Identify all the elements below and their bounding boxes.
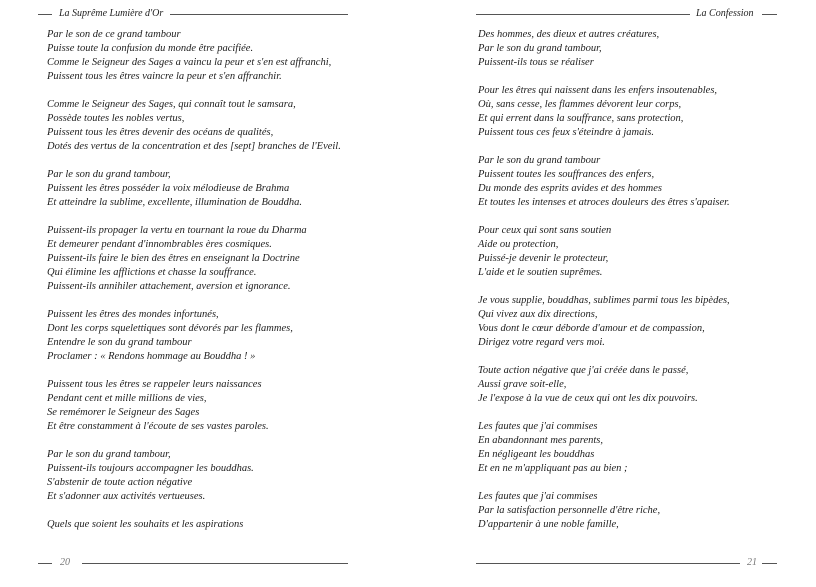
verse-line: Puissent tous ces feux s'éteindre à jamais. — [478, 127, 654, 138]
stanza — [478, 420, 808, 476]
stanza — [47, 308, 387, 364]
verse-line: S'abstenir de toute action négative — [47, 477, 193, 488]
stanza — [478, 28, 808, 70]
verse-line: Par le son du grand tambour, — [47, 449, 171, 460]
verse-line: Par le son du grand tambour, — [47, 169, 171, 180]
header-rule — [170, 14, 348, 15]
page-footer — [0, 557, 408, 569]
verse-line: Puissent-ils toujours accompagner les bouddhas. — [47, 463, 254, 474]
chapter-title: La Confession — [696, 8, 754, 19]
verse-line: Et demeurer pendant d'innombrables ères cosmiques. — [47, 239, 272, 250]
verse-line: Des hommes, des dieux et autres créatures, — [478, 29, 660, 40]
verse-line: Puisse toute la confusion du monde être pacifiée. — [47, 43, 254, 54]
running-header — [408, 8, 816, 20]
verse-text — [47, 28, 387, 546]
header-rule — [762, 14, 777, 15]
verse-line: Les fautes que j'ai commises — [478, 491, 598, 502]
verse-line: Et atteindre la sublime, excellente, illumination de Bouddha. — [47, 197, 303, 208]
verse-line: Possède toutes les nobles vertus, — [47, 113, 185, 124]
verse-line: Par la satisfaction personnelle d'être riche, — [478, 505, 661, 516]
header-rule — [476, 14, 690, 15]
stanza — [47, 378, 387, 434]
verse-line: Qui élimine les afflictions et chasse la souffrance. — [47, 267, 257, 278]
book-title: La Suprême Lumière d'Or — [59, 8, 164, 19]
page-number: 21 — [747, 557, 757, 568]
verse-line: Qui vivez aux dix directions, — [478, 309, 598, 320]
stanza — [478, 84, 808, 140]
verse-line: Toute action négative que j'ai créée dans le passé, — [478, 365, 689, 376]
footer-rule — [82, 563, 348, 564]
verse-line: Puissent tous les êtres vaincre la peur et s'en affranchir. — [47, 71, 282, 82]
footer-rule — [38, 563, 52, 564]
verse-line: Et en ne m'appliquant pas au bien ; — [478, 463, 628, 474]
verse-line: Puissent-ils tous se réaliser — [478, 57, 594, 68]
stanza — [478, 294, 808, 350]
verse-line: Dotés des vertus de la concentration et des [sept] branches de l'Eveil. — [47, 141, 341, 152]
verse-line: Dirigez votre regard vers moi. — [478, 337, 605, 348]
verse-line: Quels que soient les souhaits et les aspirations — [47, 519, 244, 530]
verse-line: Puissent les êtres posséder la voix mélodieuse de Brahma — [47, 183, 290, 194]
verse-line: Je l'expose à la vue de ceux qui ont les dix pouvoirs. — [478, 393, 698, 404]
verse-line: Entendre le son du grand tambour — [47, 337, 192, 348]
verse-line: Et toutes les intenses et atroces douleurs des êtres s'apaiser. — [478, 197, 730, 208]
verse-line: Où, sans cesse, les flammes dévorent leur corps, — [478, 99, 682, 110]
verse-line: Les fautes que j'ai commises — [478, 421, 598, 432]
verse-line: Comme le Seigneur des Sages, qui connaît tout le samsara, — [47, 99, 296, 110]
verse-line: Et s'adonner aux activités vertueuses. — [47, 491, 206, 502]
verse-line: D'appartenir à une noble famille, — [478, 519, 619, 530]
verse-line: Et être constamment à l'écoute de ses vastes paroles. — [47, 421, 269, 432]
verse-line: Du monde des esprits avides et des hommes — [478, 183, 663, 194]
verse-line: Puissent-ils annihiler attachement, aversion et ignorance. — [47, 281, 291, 292]
stanza — [47, 448, 387, 504]
stanza — [47, 98, 387, 154]
verse-line: Comme le Seigneur des Sages a vaincu la peur et s'en est affranchi, — [47, 57, 332, 68]
verse-line: Puissent-ils propager la vertu en tournant la roue du Dharma — [47, 225, 307, 236]
page-footer — [408, 557, 816, 569]
right-page — [408, 0, 816, 587]
verse-line: Je vous supplie, bouddhas, sublimes parmi tous les bipèdes, — [478, 295, 730, 306]
stanza — [478, 490, 808, 532]
verse-line: Puissent tous les êtres devenir des océans de qualités, — [47, 127, 274, 138]
verse-line: Pour les êtres qui naissent dans les enfers insoutenables, — [478, 85, 718, 96]
verse-line: Se remémorer le Seigneur des Sages — [47, 407, 200, 418]
stanza — [478, 154, 808, 210]
footer-rule — [762, 563, 777, 564]
stanza — [478, 224, 808, 280]
footer-rule — [476, 563, 740, 564]
running-header — [0, 8, 408, 20]
verse-line: Dont les corps squelettiques sont dévorés par les flammes, — [47, 323, 293, 334]
verse-line: Vous dont le cœur déborde d'amour et de compassion, — [478, 323, 705, 334]
verse-line: L'aide et le soutien suprêmes. — [478, 267, 603, 278]
verse-line: Pour ceux qui sont sans soutien — [478, 225, 612, 236]
verse-line: Puissent-ils faire le bien des êtres en enseignant la Doctrine — [47, 253, 300, 264]
stanza — [47, 518, 387, 532]
verse-line: Puissent toutes les souffrances des enfers, — [478, 169, 655, 180]
verse-line: Par le son du grand tambour, — [478, 43, 602, 54]
verse-line: Puissent tous les êtres se rappeler leurs naissances — [47, 379, 262, 390]
stanza — [47, 168, 387, 210]
verse-line: Aide ou protection, — [478, 239, 559, 250]
verse-line: Puissé-je devenir le protecteur, — [478, 253, 609, 264]
stanza — [478, 364, 808, 406]
verse-line: Pendant cent et mille millions de vies, — [47, 393, 207, 404]
verse-line: En abandonnant mes parents, — [478, 435, 604, 446]
verse-line: Par le son du grand tambour — [478, 155, 601, 166]
stanza — [47, 28, 387, 84]
verse-line: Puissent les êtres des mondes infortunés, — [47, 309, 219, 320]
verse-line: En négligeant les bouddhas — [478, 449, 595, 460]
stanza — [47, 224, 387, 294]
verse-line: Aussi grave soit-elle, — [478, 379, 567, 390]
verse-text — [478, 28, 808, 546]
header-rule — [38, 14, 52, 15]
verse-line: Proclamer : « Rendons hommage au Bouddha ! » — [47, 351, 256, 362]
verse-line: Par le son de ce grand tambour — [47, 29, 181, 40]
verse-line: Et qui errent dans la souffrance, sans protection, — [478, 113, 684, 124]
page-number: 20 — [60, 557, 70, 568]
